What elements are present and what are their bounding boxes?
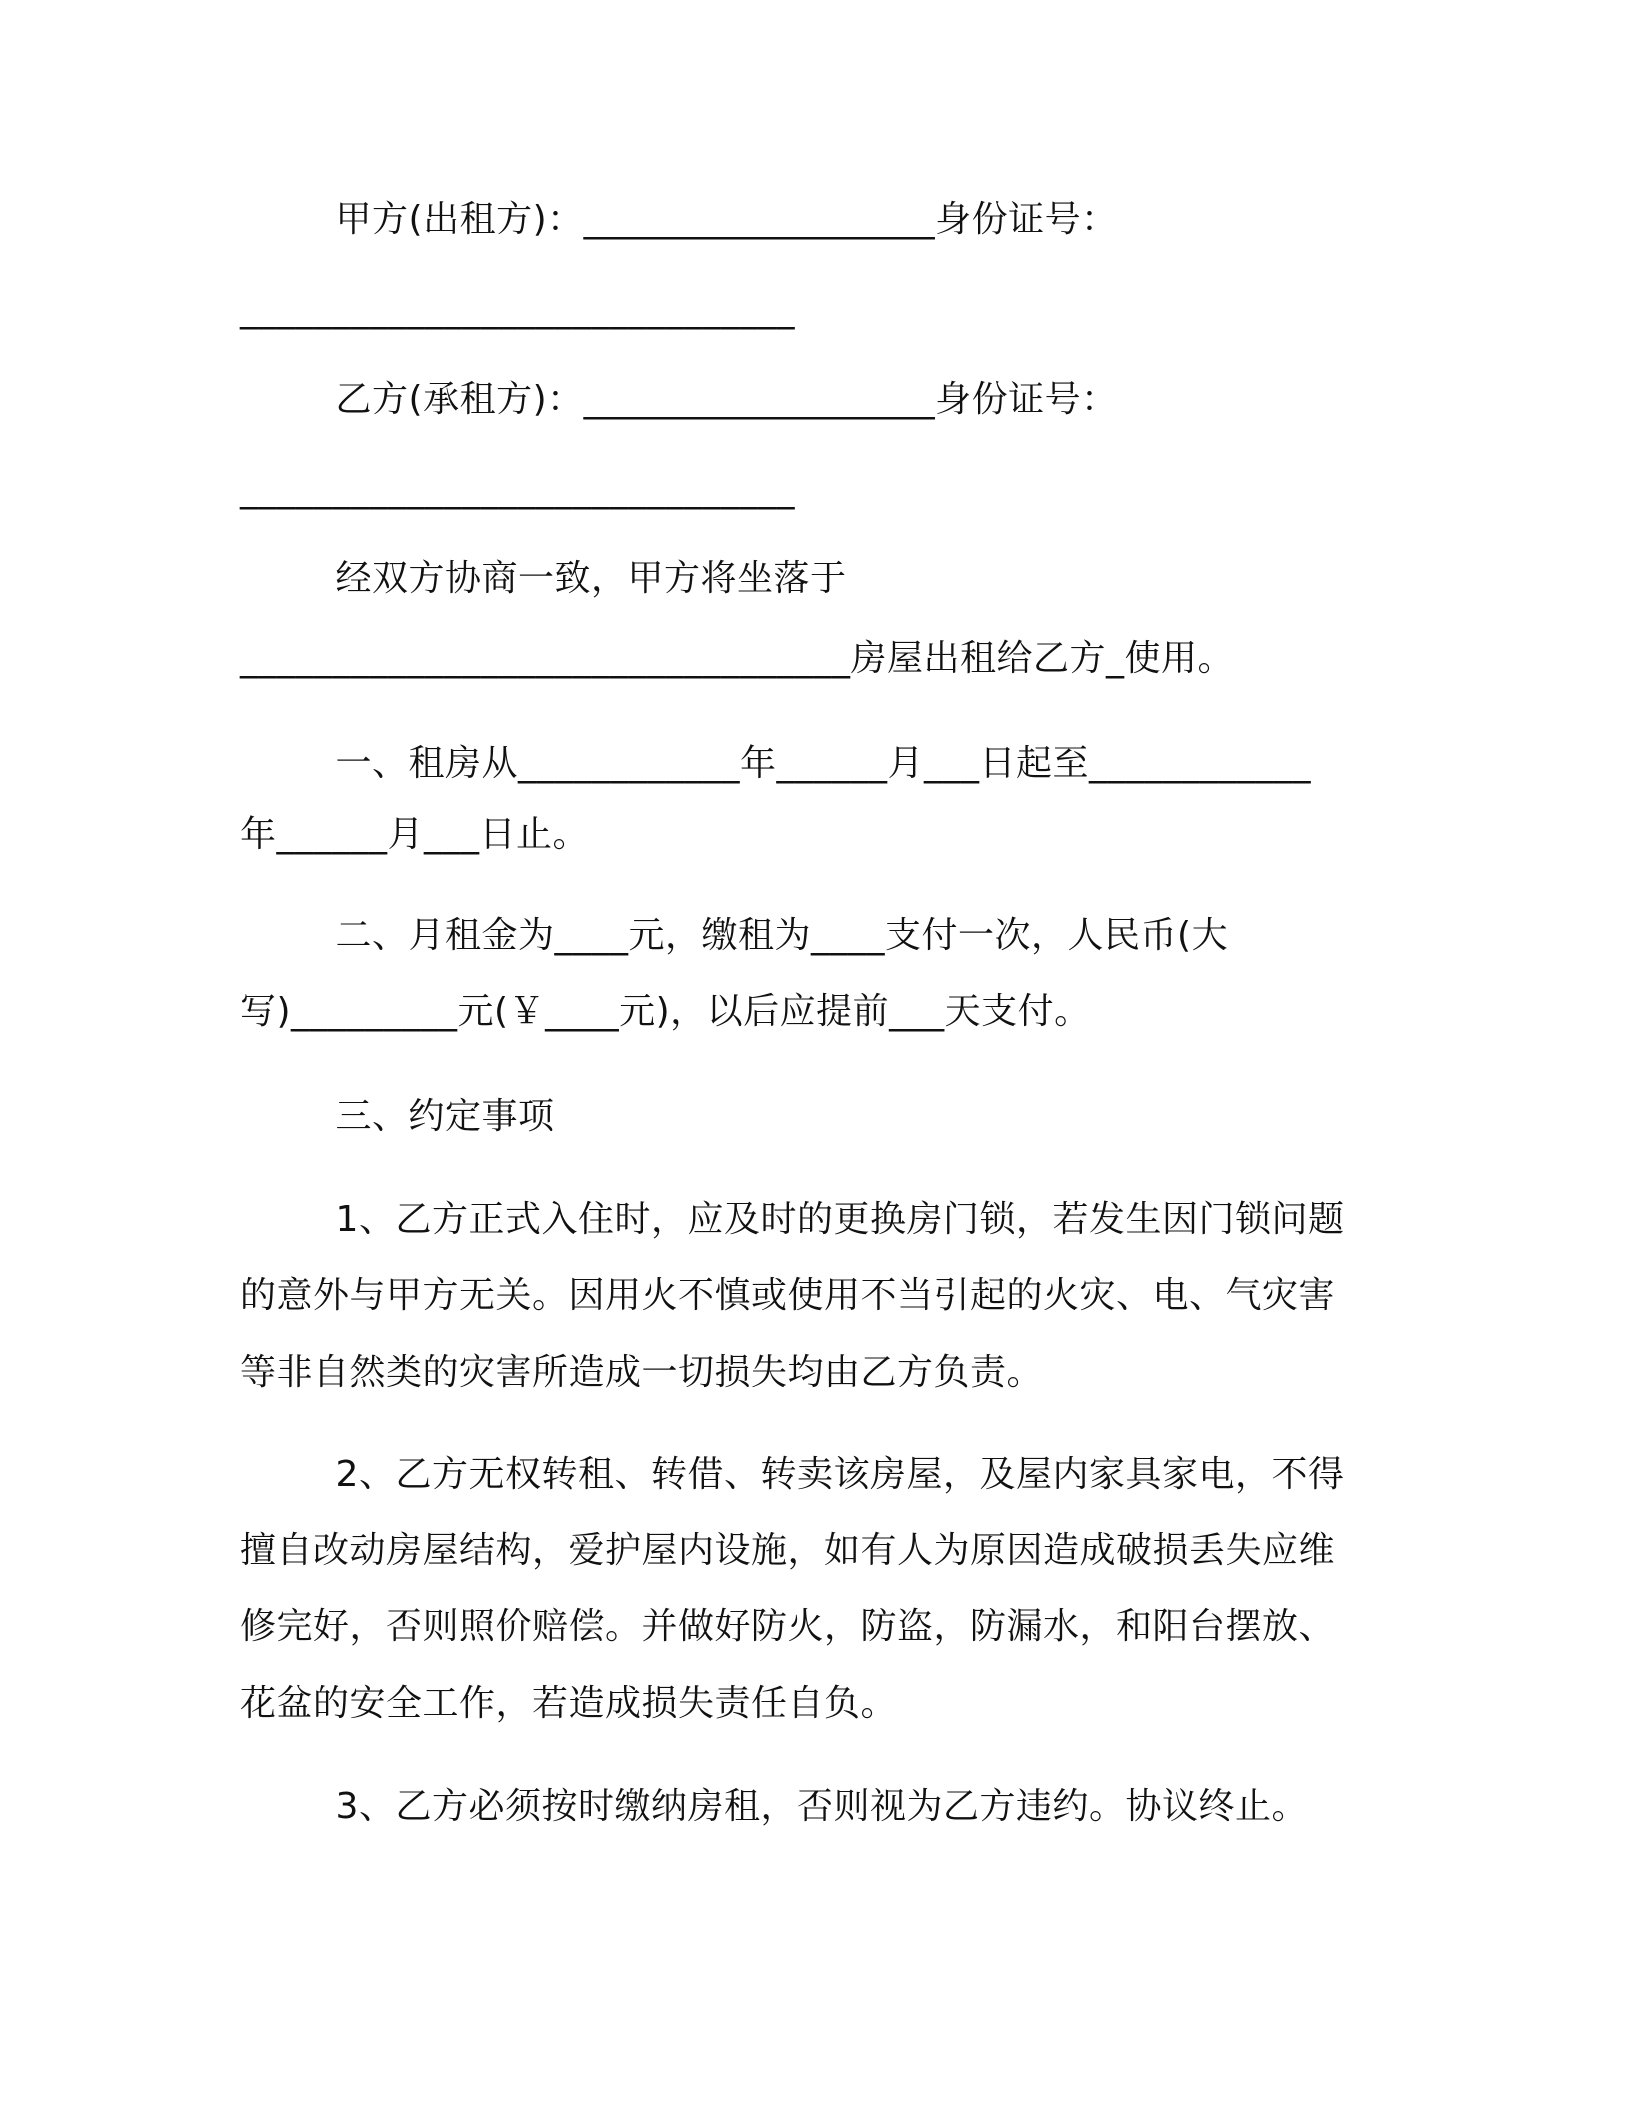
term-2-line-4: 花盆的安全工作，若造成损失责任自负。 <box>240 1683 898 1724</box>
term-2-line-1: 2、乙方无权转租、转借、转卖该房屋，及屋内家具家电，不得 <box>240 1454 1345 1495</box>
agreement-intro-line: 经双方协商一致，甲方将坐落于 <box>240 558 847 599</box>
lease-term-line-2: 年______月___日止。 <box>240 814 590 855</box>
term-2-line-2: 擅自改动房屋结构，爱护屋内设施，如有人为原因造成破损丢失应维 <box>240 1530 1336 1571</box>
rent-line-2: 写)_________元(￥____元)，以后应提前___天支付。 <box>240 991 1091 1032</box>
party-b-line: 乙方(承租方)：___________________身份证号： <box>240 379 1118 420</box>
lease-term-line-1: 一、租房从____________年______月___日起至____________ <box>240 743 1312 784</box>
rent-line-1: 二、月租金为____元，缴租为____支付一次，人民币(大 <box>240 915 1229 956</box>
section-heading-terms: 三、约定事项 <box>240 1096 555 1137</box>
term-1-line-3: 等非自然类的灾害所造成一切损失均由乙方负责。 <box>240 1352 1044 1393</box>
party-b-id-line: ______________________________ <box>240 469 795 510</box>
property-location-line: _________________________________房屋出租给乙方_使用。 <box>240 638 1235 679</box>
party-a-line: 甲方(出租方)：___________________身份证号： <box>240 199 1118 240</box>
term-3-line-1: 3、乙方必须按时缴纳房租，否则视为乙方违约。协议终止。 <box>240 1786 1308 1827</box>
party-a-id-line: ______________________________ <box>240 289 795 330</box>
term-2-line-3: 修完好，否则照价赔偿。并做好防火，防盗，防漏水，和阳台摆放、 <box>240 1606 1336 1647</box>
term-1-line-2: 的意外与甲方无关。因用火不慎或使用不当引起的火灾、电、气灾害 <box>240 1275 1336 1316</box>
term-1-line-1: 1、乙方正式入住时，应及时的更换房门锁，若发生因门锁问题 <box>240 1199 1345 1240</box>
